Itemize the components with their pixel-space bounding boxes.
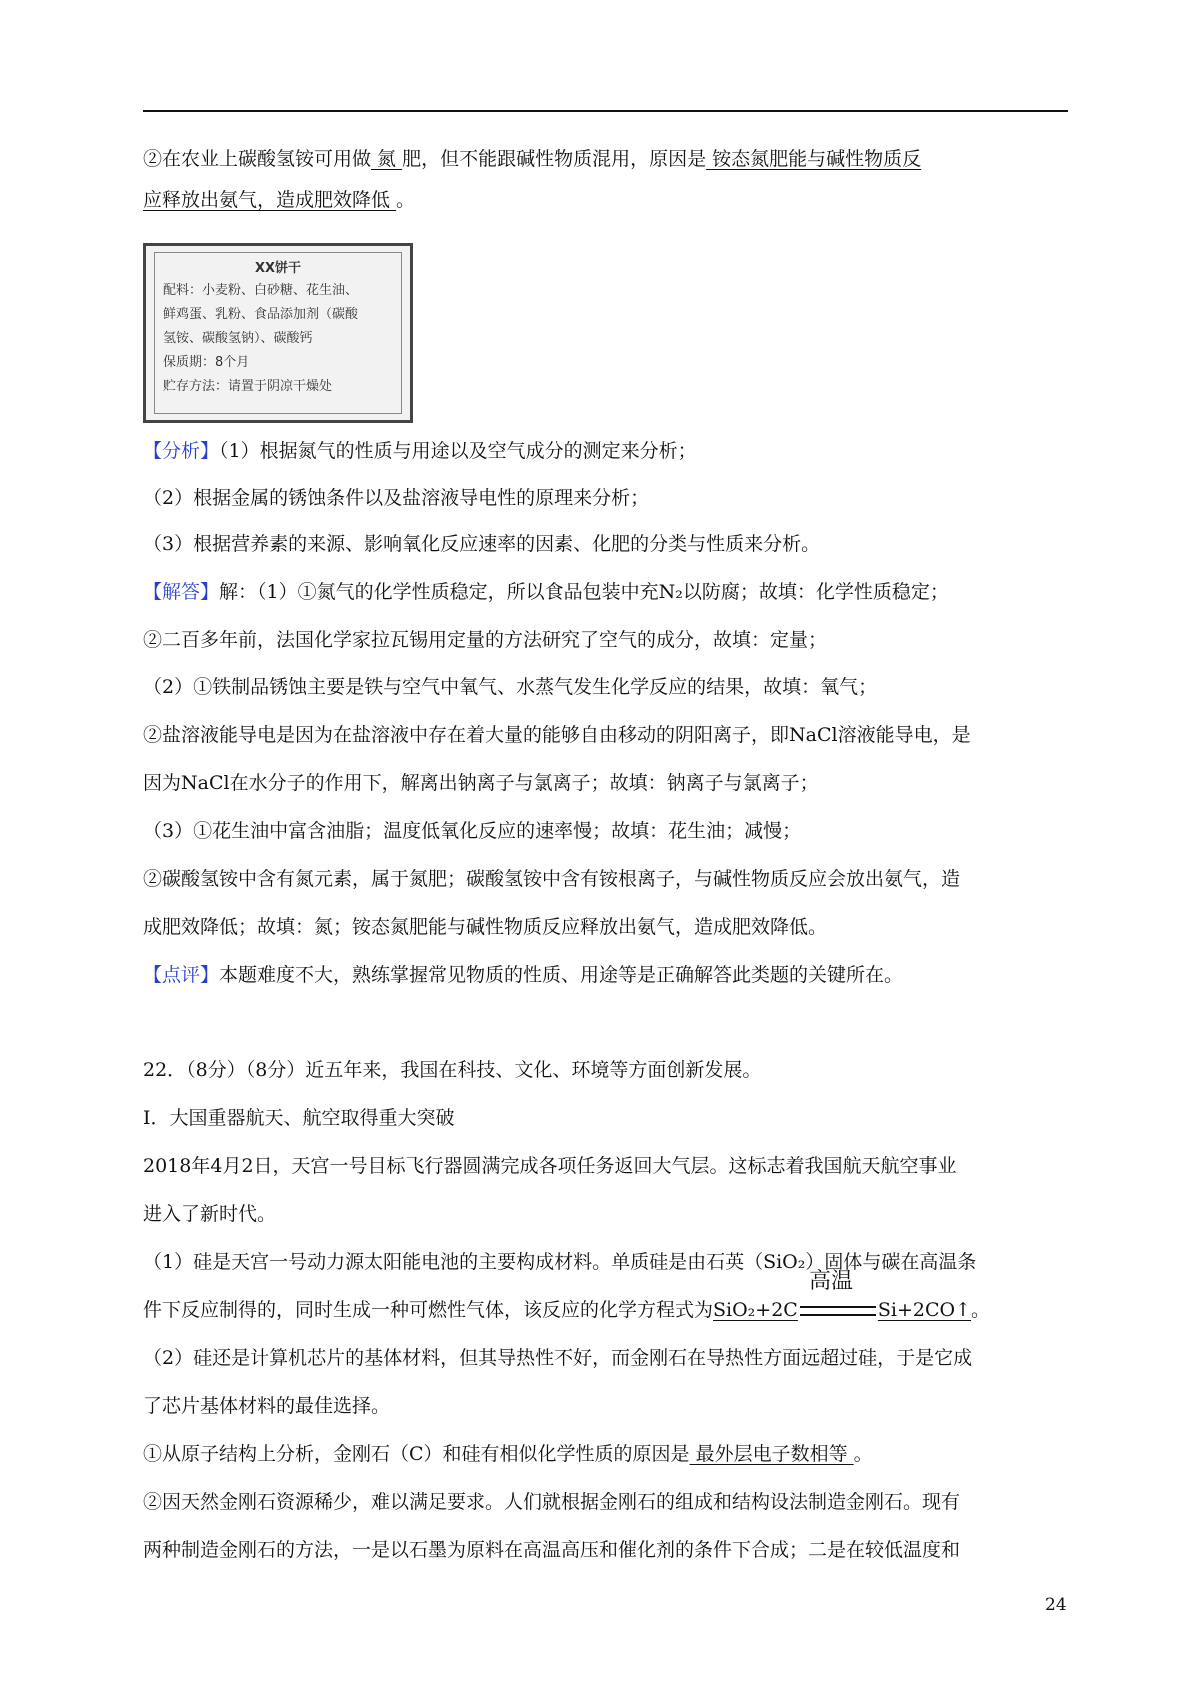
q22-q2-line2: 了芯片基体材料的最佳选择。 (143, 1395, 391, 1417)
text: （1）根据氮气的性质与用途以及空气成分的测定来分析； (219, 440, 697, 462)
label-row: 贮存方法：请置于阴凉干燥处 (163, 379, 333, 394)
answer-blank: 氮 (371, 148, 403, 170)
q22-q2-sub1 (143, 1441, 1073, 1467)
answer-blank: 应释放出氨气，造成肥效降低 (143, 189, 397, 211)
label-row: 配料：小麦粉、白砂糖、花生油、 (163, 283, 359, 298)
answer-line1 (143, 579, 1073, 605)
analysis-line3: （3）根据营养素的来源、影响氧化反应速率的因素、化肥的分类与性质来分析。 (143, 533, 821, 555)
chemical-equation (713, 1269, 971, 1323)
analysis-line1 (143, 438, 1073, 464)
answer-line2: ②二百多年前，法国化学家拉瓦锡用定量的方法研究了空气的成分，故填：定量； (143, 629, 828, 651)
answer-line3: （2）①铁制品锈蚀主要是铁与空气中氧气、水蒸气发生化学反应的结果，故填：氧气； (143, 676, 878, 698)
text: 件下反应制得的，同时生成一种可燃性气体，该反应的化学方程式为 (143, 1299, 714, 1321)
label-title: XX饼干 (254, 261, 302, 276)
label-row: 鲜鸡蛋、乳粉、食品添加剂（碳酸 (163, 307, 359, 322)
comment-tag: 【点评】 (143, 964, 220, 986)
page-number: 24 (1045, 1595, 1067, 1615)
q22-q1-line2 (143, 1269, 1073, 1323)
q22-q1-line1: （1）硅是天宫一号动力源太阳能电池的主要构成材料。单质硅是由石英（SiO₂）固体与碳在高温条 (143, 1251, 977, 1273)
q2-line1 (143, 146, 1073, 172)
equation-products: Si+2CO↑ (877, 1299, 971, 1321)
answer-line6: （3）①花生油中富含油脂；温度低氧化反应的速率慢；故填：花生油；减慢； (143, 820, 802, 842)
answer-blank: 铵态氮肥能与碱性物质反 (706, 148, 922, 170)
text: 。 (971, 1299, 991, 1321)
q22-section-heading: I．大国重器航天、航空取得重大突破 (143, 1107, 455, 1129)
q2-line2 (143, 187, 1073, 213)
q22-q2-sub2-line2: 两种制造金刚石的方法，一是以石墨为原料在高温高压和催化剂的条件下合成；二是在较低温度和 (143, 1539, 961, 1561)
analysis-line2: （2）根据金属的锈蚀条件以及盐溶液导电性的原理来分析； (143, 487, 650, 509)
text: ②在农业上碳酸氢铵可用做 (143, 148, 372, 170)
q22-paragraph: 2018年4月2日，天宫一号目标飞行器圆满完成各项任务返回大气层。这标志着我国航天航空事业 (143, 1155, 957, 1177)
text: 肥，但不能跟碱性物质混用，原因是 (402, 148, 707, 170)
q22-q2-sub2-line1: ②因天然金刚石资源稀少，难以满足要求。人们就根据金刚石的组成和结构设法制造金刚石。现有 (143, 1491, 961, 1513)
equation-condition: 高温 (809, 1269, 854, 1294)
text: 本题难度不大，熟练掌握常见物质的性质、用途等是正确解答此类题的关键所在。 (219, 964, 904, 986)
text: ①从原子结构上分析，金刚石（C）和硅有相似化学性质的原因是 (143, 1443, 690, 1465)
equation-reactants: SiO₂+2C (713, 1299, 798, 1321)
q22-header: 22．（8分）（8分）近五年来，我国在科技、文化、环境等方面创新发展。 (143, 1059, 762, 1081)
answer-line8: 成肥效降低；故填：氮；铵态氮肥能与碱性物质反应释放出氨气，造成肥效降低。 (143, 916, 828, 938)
analysis-tag: 【分析】 (143, 440, 220, 462)
text: 。 (396, 189, 416, 211)
answer-line4: ②盐溶液能导电是因为在盐溶液中存在着大量的能够自由移动的阴阳离子，即NaCl溶液能导电，是 (143, 724, 971, 746)
food-label-image (143, 243, 413, 423)
q22-q2-line1: （2）硅还是计算机芯片的基体材料，但其导热性不好，而金刚石在导热性方面远超过硅，于是它成 (143, 1347, 973, 1369)
header-rule (143, 110, 1068, 112)
equation-equals-sign (800, 1306, 876, 1316)
label-row: 氢铵、碳酸氢钠）、碳酸钙 (163, 331, 313, 346)
answer-line7: ②碳酸氢铵中含有氮元素，属于氮肥；碳酸氢铵中含有铵根离子，与碱性物质反应会放出氨气，造 (143, 868, 961, 890)
answer-tag: 【解答】 (143, 581, 220, 603)
text: 解：（1）①氮气的化学性质稳定，所以食品包装中充N₂以防腐；故填：化学性质稳定； (219, 581, 949, 603)
answer-blank: 最外层电子数相等 (689, 1443, 854, 1465)
comment-line (143, 962, 1073, 988)
q22-paragraph: 进入了新时代。 (143, 1203, 277, 1225)
label-row: 保质期：8个月 (163, 355, 250, 370)
answer-line5: 因为NaCl在水分子的作用下，解离出钠离子与氯离子；故填：钠离子与氯离子； (143, 772, 819, 794)
text: 。 (853, 1443, 873, 1465)
